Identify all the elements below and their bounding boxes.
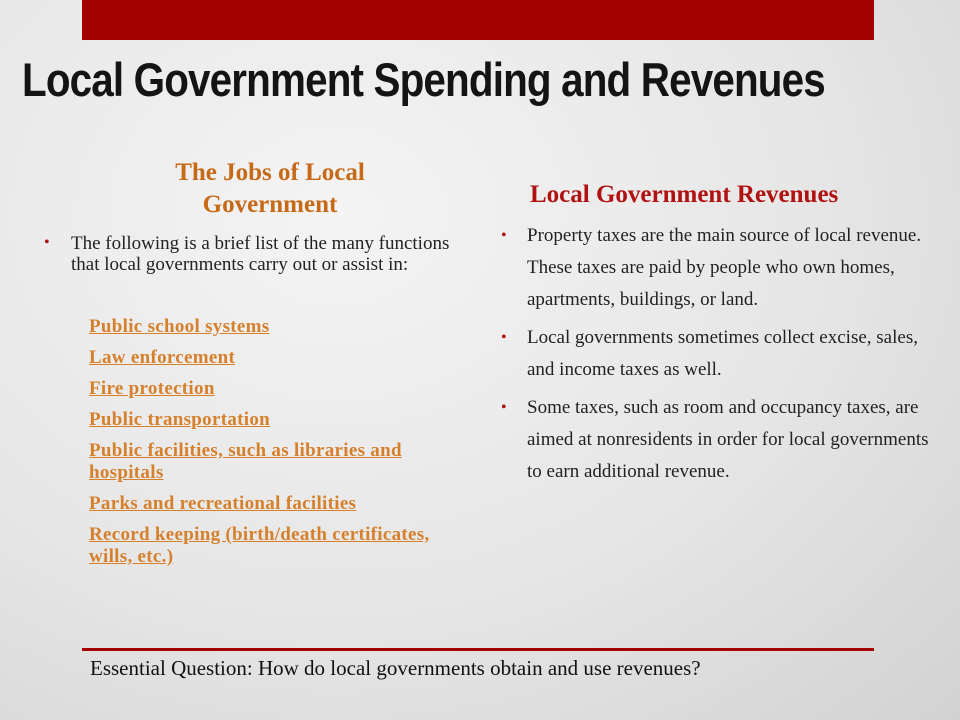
essential-question: Essential Question: How do local governments obtain and use revenues?	[90, 656, 701, 680]
link-record-keeping[interactable]: Record keeping (birth/death certificates, wills, etc.)	[89, 524, 430, 567]
link-fire-protection[interactable]: Fire protection	[89, 378, 215, 399]
top-accent-bar	[82, 0, 874, 40]
revenue-bullet	[501, 322, 930, 386]
left-intro-text: The following is a brief list of the many functions that local governments carry out or assist in:	[71, 233, 450, 275]
revenue-bullet-list	[501, 220, 930, 494]
link-public-school-systems[interactable]: Public school systems	[89, 316, 270, 337]
left-column-heading: The Jobs of Local Government	[175, 159, 365, 218]
slide-title: Local Government Spending and Revenues	[22, 53, 825, 106]
link-parks-recreational-facilities[interactable]: Parks and recreational facilities	[89, 493, 357, 514]
link-law-enforcement[interactable]: Law enforcement	[89, 347, 236, 368]
bullet-icon: •	[501, 227, 507, 244]
bullet-icon: •	[501, 399, 507, 416]
revenue-bullet-text: Property taxes are the main source of local revenue. These taxes are paid by people who own homes, apartments, buildings, or land.	[527, 225, 922, 310]
bullet-icon: •	[501, 329, 507, 346]
link-public-facilities[interactable]: Public facilities, such as libraries and hospitals	[89, 440, 402, 483]
link-public-transportation[interactable]: Public transportation	[89, 409, 271, 430]
footer-divider	[82, 648, 874, 651]
revenue-bullet	[501, 392, 930, 488]
revenue-bullet	[501, 220, 930, 316]
revenue-bullet-text: Some taxes, such as room and occupancy taxes, are aimed at nonresidents in order for local governments to earn additional revenue.	[527, 397, 929, 482]
right-column-heading: Local Government Revenues	[530, 181, 839, 208]
bullet-icon: •	[44, 234, 50, 251]
functions-link-list	[89, 316, 449, 577]
revenue-bullet-text: Local governments sometimes collect excise, sales, and income taxes as well.	[527, 327, 918, 380]
